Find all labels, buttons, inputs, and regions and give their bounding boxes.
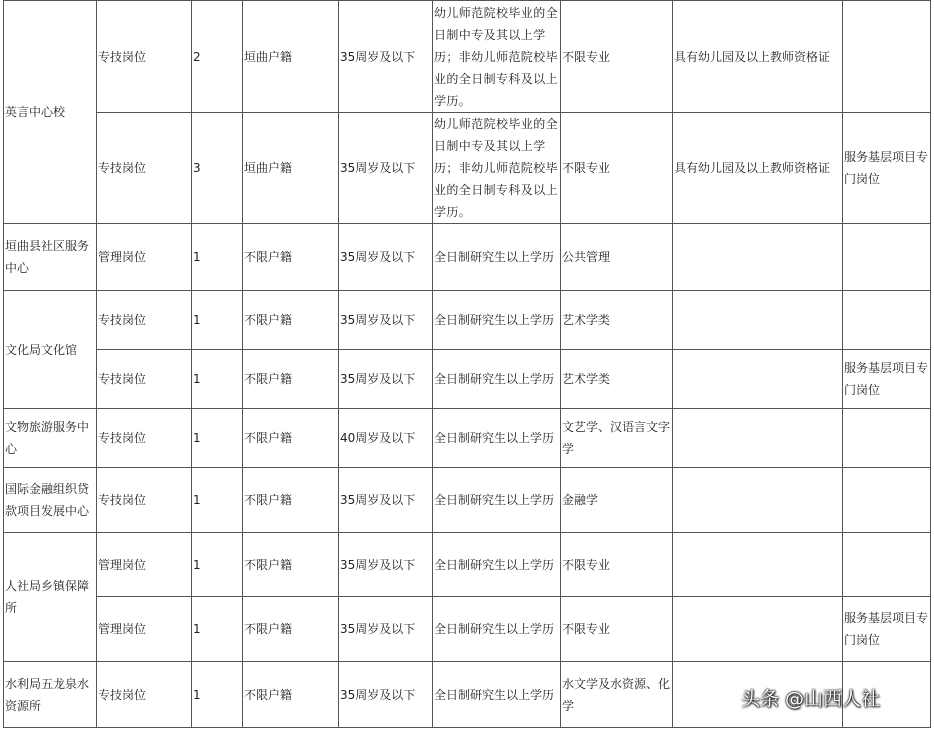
major-cell: 水文学及水资源、化学 [561, 662, 673, 728]
other-requirement-cell [673, 409, 843, 468]
count-cell: 1 [192, 533, 243, 597]
age-cell: 35周岁及以下 [339, 1, 433, 113]
age-cell: 35周岁及以下 [339, 533, 433, 597]
education-cell: 全日制研究生以上学历 [433, 533, 561, 597]
table-row [4, 468, 931, 533]
table-row [4, 409, 931, 468]
education-cell: 全日制研究生以上学历 [433, 468, 561, 533]
note-cell [843, 468, 931, 533]
note-cell [843, 409, 931, 468]
position-type-cell: 管理岗位 [97, 597, 192, 662]
other-requirement-cell [673, 224, 843, 291]
table-row [4, 597, 931, 662]
note-cell: 服务基层项目专门岗位 [843, 113, 931, 224]
age-cell: 35周岁及以下 [339, 291, 433, 350]
table-row [4, 533, 931, 597]
major-cell: 金融学 [561, 468, 673, 533]
hukou-cell: 不限户籍 [243, 468, 339, 533]
count-cell: 2 [192, 1, 243, 113]
unit-cell: 英言中心校 [4, 1, 97, 224]
major-cell: 艺术学类 [561, 350, 673, 409]
age-cell: 40周岁及以下 [339, 409, 433, 468]
count-cell: 1 [192, 224, 243, 291]
unit-cell: 文物旅游服务中心 [4, 409, 97, 468]
age-cell: 35周岁及以下 [339, 113, 433, 224]
table-row [4, 1, 931, 113]
position-type-cell: 专技岗位 [97, 291, 192, 350]
hukou-cell: 垣曲户籍 [243, 113, 339, 224]
age-cell: 35周岁及以下 [339, 350, 433, 409]
other-requirement-cell [673, 533, 843, 597]
major-cell: 公共管理 [561, 224, 673, 291]
position-type-cell: 专技岗位 [97, 113, 192, 224]
education-cell: 全日制研究生以上学历 [433, 350, 561, 409]
age-cell: 35周岁及以下 [339, 224, 433, 291]
major-cell: 艺术学类 [561, 291, 673, 350]
hukou-cell: 不限户籍 [243, 597, 339, 662]
note-cell [843, 224, 931, 291]
major-cell: 不限专业 [561, 113, 673, 224]
count-cell: 1 [192, 409, 243, 468]
count-cell: 1 [192, 291, 243, 350]
unit-cell: 垣曲县社区服务中心 [4, 224, 97, 291]
note-cell: 服务基层项目专门岗位 [843, 597, 931, 662]
hukou-cell: 不限户籍 [243, 533, 339, 597]
hukou-cell: 不限户籍 [243, 224, 339, 291]
position-type-cell: 专技岗位 [97, 662, 192, 728]
hukou-cell: 不限户籍 [243, 291, 339, 350]
table-row [4, 291, 931, 350]
table-row [4, 224, 931, 291]
unit-cell: 人社局乡镇保障所 [4, 533, 97, 662]
major-cell: 不限专业 [561, 533, 673, 597]
education-cell: 幼儿师范院校毕业的全日制中专及其以上学历；非幼儿师范院校毕业的全日制专科及以上学历。 [433, 1, 561, 113]
major-cell: 文艺学、汉语言文字学 [561, 409, 673, 468]
position-type-cell: 管理岗位 [97, 224, 192, 291]
note-cell: 服务基层项目专门岗位 [843, 350, 931, 409]
major-cell: 不限专业 [561, 597, 673, 662]
count-cell: 1 [192, 350, 243, 409]
table-row [4, 113, 931, 224]
watermark: 头条 @山西人社 [741, 688, 881, 710]
hukou-cell: 不限户籍 [243, 662, 339, 728]
hukou-cell: 垣曲户籍 [243, 1, 339, 113]
table-row [4, 350, 931, 409]
age-cell: 35周岁及以下 [339, 597, 433, 662]
count-cell: 1 [192, 597, 243, 662]
count-cell: 1 [192, 662, 243, 728]
hukou-cell: 不限户籍 [243, 350, 339, 409]
count-cell: 3 [192, 113, 243, 224]
position-type-cell: 专技岗位 [97, 409, 192, 468]
position-type-cell: 专技岗位 [97, 1, 192, 113]
major-cell: 不限专业 [561, 1, 673, 113]
other-requirement-cell: 具有幼儿园及以上教师资格证 [673, 1, 843, 113]
other-requirement-cell [673, 350, 843, 409]
note-cell [843, 291, 931, 350]
unit-cell: 国际金融组织贷款项目发展中心 [4, 468, 97, 533]
other-requirement-cell: 具有幼儿园及以上教师资格证 [673, 113, 843, 224]
education-cell: 全日制研究生以上学历 [433, 224, 561, 291]
unit-cell: 水利局五龙泉水资源所 [4, 662, 97, 728]
education-cell: 全日制研究生以上学历 [433, 409, 561, 468]
education-cell: 幼儿师范院校毕业的全日制中专及其以上学历；非幼儿师范院校毕业的全日制专科及以上学历。 [433, 113, 561, 224]
education-cell: 全日制研究生以上学历 [433, 291, 561, 350]
note-cell [843, 533, 931, 597]
hukou-cell: 不限户籍 [243, 409, 339, 468]
other-requirement-cell [673, 291, 843, 350]
other-requirement-cell [673, 597, 843, 662]
job-table [3, 0, 931, 728]
age-cell: 35周岁及以下 [339, 662, 433, 728]
position-type-cell: 管理岗位 [97, 533, 192, 597]
unit-cell: 文化局文化馆 [4, 291, 97, 409]
education-cell: 全日制研究生以上学历 [433, 662, 561, 728]
other-requirement-cell [673, 468, 843, 533]
education-cell: 全日制研究生以上学历 [433, 597, 561, 662]
position-type-cell: 专技岗位 [97, 350, 192, 409]
age-cell: 35周岁及以下 [339, 468, 433, 533]
note-cell [843, 1, 931, 113]
count-cell: 1 [192, 468, 243, 533]
position-type-cell: 专技岗位 [97, 468, 192, 533]
